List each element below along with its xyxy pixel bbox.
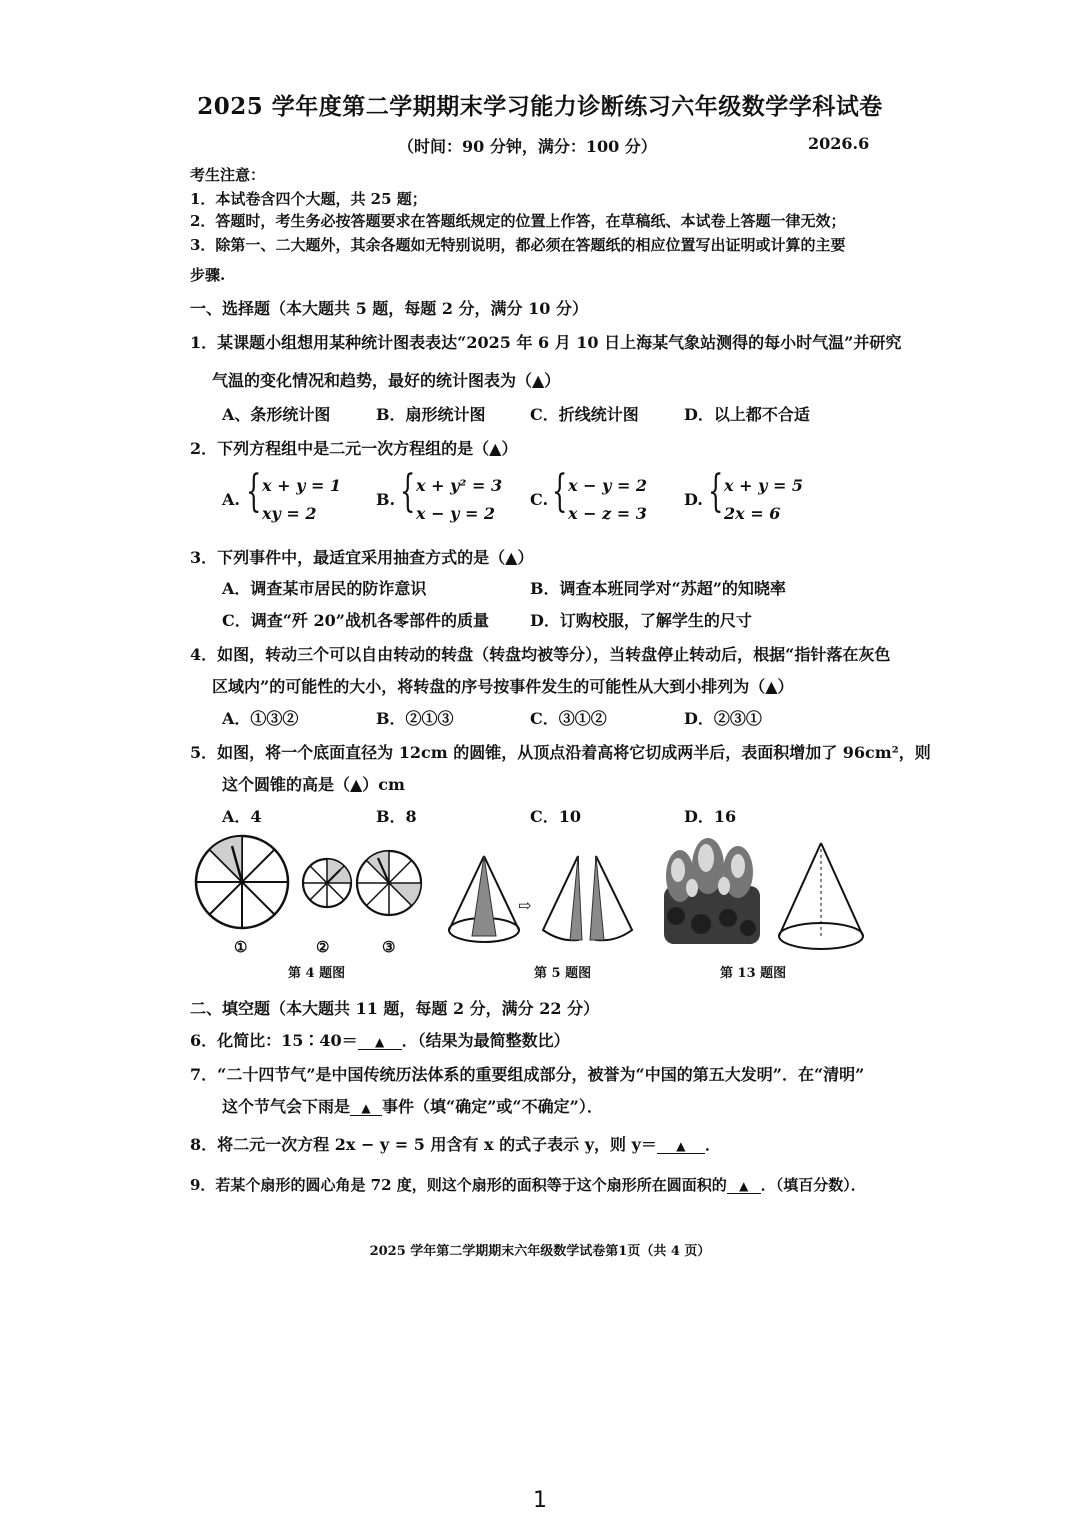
q4-line2: 区域内”的可能性的大小，将转盘的序号按事件发生的可能性从大到小排列为（▲）: [212, 677, 794, 696]
q8-before: 8．将二元一次方程 2x − y = 5 用含有 x 的式子表示 y，则 y＝: [190, 1135, 657, 1154]
q1-option-c: C．折线统计图: [530, 405, 639, 424]
q6-text: [190, 1028, 570, 1051]
q4-line1: 4．如图，转动三个可以自由转动的转盘（转盘均被等分），当转盘停止转动后，根据“指针落在灰色: [190, 645, 891, 664]
q2-option-d-system: [708, 466, 818, 532]
brace-icon: {: [552, 466, 568, 517]
cone-13-figure: [774, 840, 868, 954]
exam-title: 2025 学年度第二学期期末学习能力诊断练习六年级数学学科试卷: [197, 93, 883, 120]
exam-date: 2026.6: [808, 134, 870, 153]
note-item: 1．本试卷含四个大题，共 25 题；: [190, 190, 427, 208]
q2-stem: 2．下列方程组中是二元一次方程组的是（▲）: [190, 439, 518, 458]
q2-option-a-label: A.: [222, 490, 240, 509]
q7-before: 这个节气会下雨是: [222, 1097, 351, 1116]
brace-icon: {: [246, 466, 262, 517]
figure-5-caption: 第 5 题图: [534, 966, 592, 981]
spinner-1-label: ①: [234, 938, 248, 956]
q2-option-a-system: [246, 466, 356, 532]
q5-option-a: A．4: [222, 807, 262, 826]
q2-option-c-label: C.: [530, 490, 549, 509]
q7-line2: [222, 1094, 603, 1117]
figure-13-caption: 第 13 题图: [720, 966, 787, 981]
brace-icon: {: [400, 466, 416, 517]
q9-before: 9．若某个扇形的圆心角是 72 度，则这个扇形的面积等于这个扇形所在圆面积的: [190, 1176, 727, 1194]
q5-line1: 5．如图，将一个底面直径为 12cm 的圆锥，从顶点沿着高将它切成两半后，表面积增加了 96cm²，则: [190, 743, 931, 762]
equation: x + y² = 3: [416, 476, 503, 495]
q2-option-b-label: B.: [376, 490, 396, 509]
q5-option-c: C．10: [530, 807, 582, 826]
q1-option-b: B．扇形统计图: [376, 405, 486, 424]
answer-blank: ▲: [358, 1035, 402, 1050]
brace-icon: {: [708, 466, 724, 517]
q4-option-d: D．②③①: [684, 709, 762, 728]
q5-option-b: B．8: [376, 807, 417, 826]
equation: xy = 2: [262, 504, 317, 523]
q7-after: 事件（填“确定”或“不确定”）．: [382, 1097, 603, 1116]
q3-stem: 3．下列事件中，最适宜采用抽查方式的是（▲）: [190, 548, 534, 567]
spinner-1-figure: [192, 832, 292, 932]
q6-after: ．（结果为最简整数比）: [401, 1031, 570, 1050]
q5-line2: 这个圆锥的高是（▲）cm: [222, 775, 405, 794]
page-footer: 2025 学年第二学期期末六年级数学试卷第1页（共 4 页）: [369, 1244, 711, 1259]
q2-option-d-label: D.: [684, 490, 703, 509]
equation: 2x = 6: [724, 504, 781, 523]
q5-option-d: D．16: [684, 807, 737, 826]
q9-text: [190, 1174, 866, 1195]
note-item: 3．除第一、二大题外，其余各题如无特别说明，都必须在答题纸的相应位置写出证明或计算的主要: [190, 236, 846, 254]
q2-option-b-system: [400, 466, 520, 532]
answer-blank: ▲: [727, 1179, 761, 1194]
spinner-3-figure: [354, 848, 424, 918]
spinner-2-figure: [300, 856, 354, 910]
cone-halves-figure: [540, 854, 636, 946]
notes-heading: 考生注意：: [190, 166, 266, 184]
q6-before: 6．化简比：15∶40＝: [190, 1031, 358, 1050]
q3-option-c: C．调查“歼 20”战机各零部件的质量: [222, 611, 489, 630]
figure-4-caption: 第 4 题图: [288, 966, 346, 981]
q8-text: [190, 1132, 721, 1155]
q8-after: ．: [704, 1135, 721, 1154]
equation: x + y = 1: [262, 476, 342, 495]
section2-heading: 二、填空题（本大题共 11 题，每题 2 分，满分 22 分）: [190, 999, 600, 1018]
q1-line1: 1．某课题小组想用某种统计图表表达“2025 年 6 月 10 日上海某气象站测得的每小时气温”并研究: [190, 333, 902, 352]
spinner-2-label: ②: [316, 938, 330, 956]
q3-option-b: B．调查本班同学对“苏超”的知晓率: [530, 579, 786, 598]
answer-blank: ▲: [657, 1139, 705, 1154]
q1-option-d: D．以上都不合适: [684, 405, 810, 424]
arrow-icon: ⇨: [518, 896, 532, 915]
q4-option-c: C．③①②: [530, 709, 607, 728]
q3-option-d: D．订购校服，了解学生的尺寸: [530, 611, 752, 630]
q4-option-a: A．①③②: [222, 709, 299, 728]
q7-line1: 7．“二十四节气”是中国传统历法体系的重要组成部分，被誉为“中国的第五大发明”．在“清明”: [190, 1065, 865, 1084]
equation: x − z = 3: [568, 504, 647, 523]
spinner-3-label: ③: [382, 938, 396, 956]
q2-option-c-system: [552, 466, 662, 532]
page-number: 1: [533, 1488, 547, 1513]
cone-figure: [446, 854, 522, 946]
q9-after: ．（填百分数）．: [760, 1176, 866, 1194]
flower-bush-image: [656, 836, 768, 948]
q3-option-a: A．调查某市居民的防诈意识: [222, 579, 427, 598]
q4-option-b: B．②①③: [376, 709, 454, 728]
section1-heading: 一、选择题（本大题共 5 题，每题 2 分，满分 10 分）: [190, 299, 588, 318]
equation: x − y = 2: [416, 504, 496, 523]
q1-option-a: A、条形统计图: [222, 405, 331, 424]
note-item: 2．答题时，考生务必按答题要求在答题纸规定的位置上作答，在草稿纸、本试卷上答题一律无效；: [190, 212, 846, 230]
note-item: 步骤.: [190, 266, 226, 284]
equation: x + y = 5: [724, 476, 804, 495]
answer-blank: ▲: [350, 1101, 382, 1116]
equation: x − y = 2: [568, 476, 648, 495]
exam-subtitle: （时间：90 分钟，满分：100 分）: [398, 137, 657, 156]
q1-line2: 气温的变化情况和趋势，最好的统计图表为（▲）: [212, 371, 561, 390]
